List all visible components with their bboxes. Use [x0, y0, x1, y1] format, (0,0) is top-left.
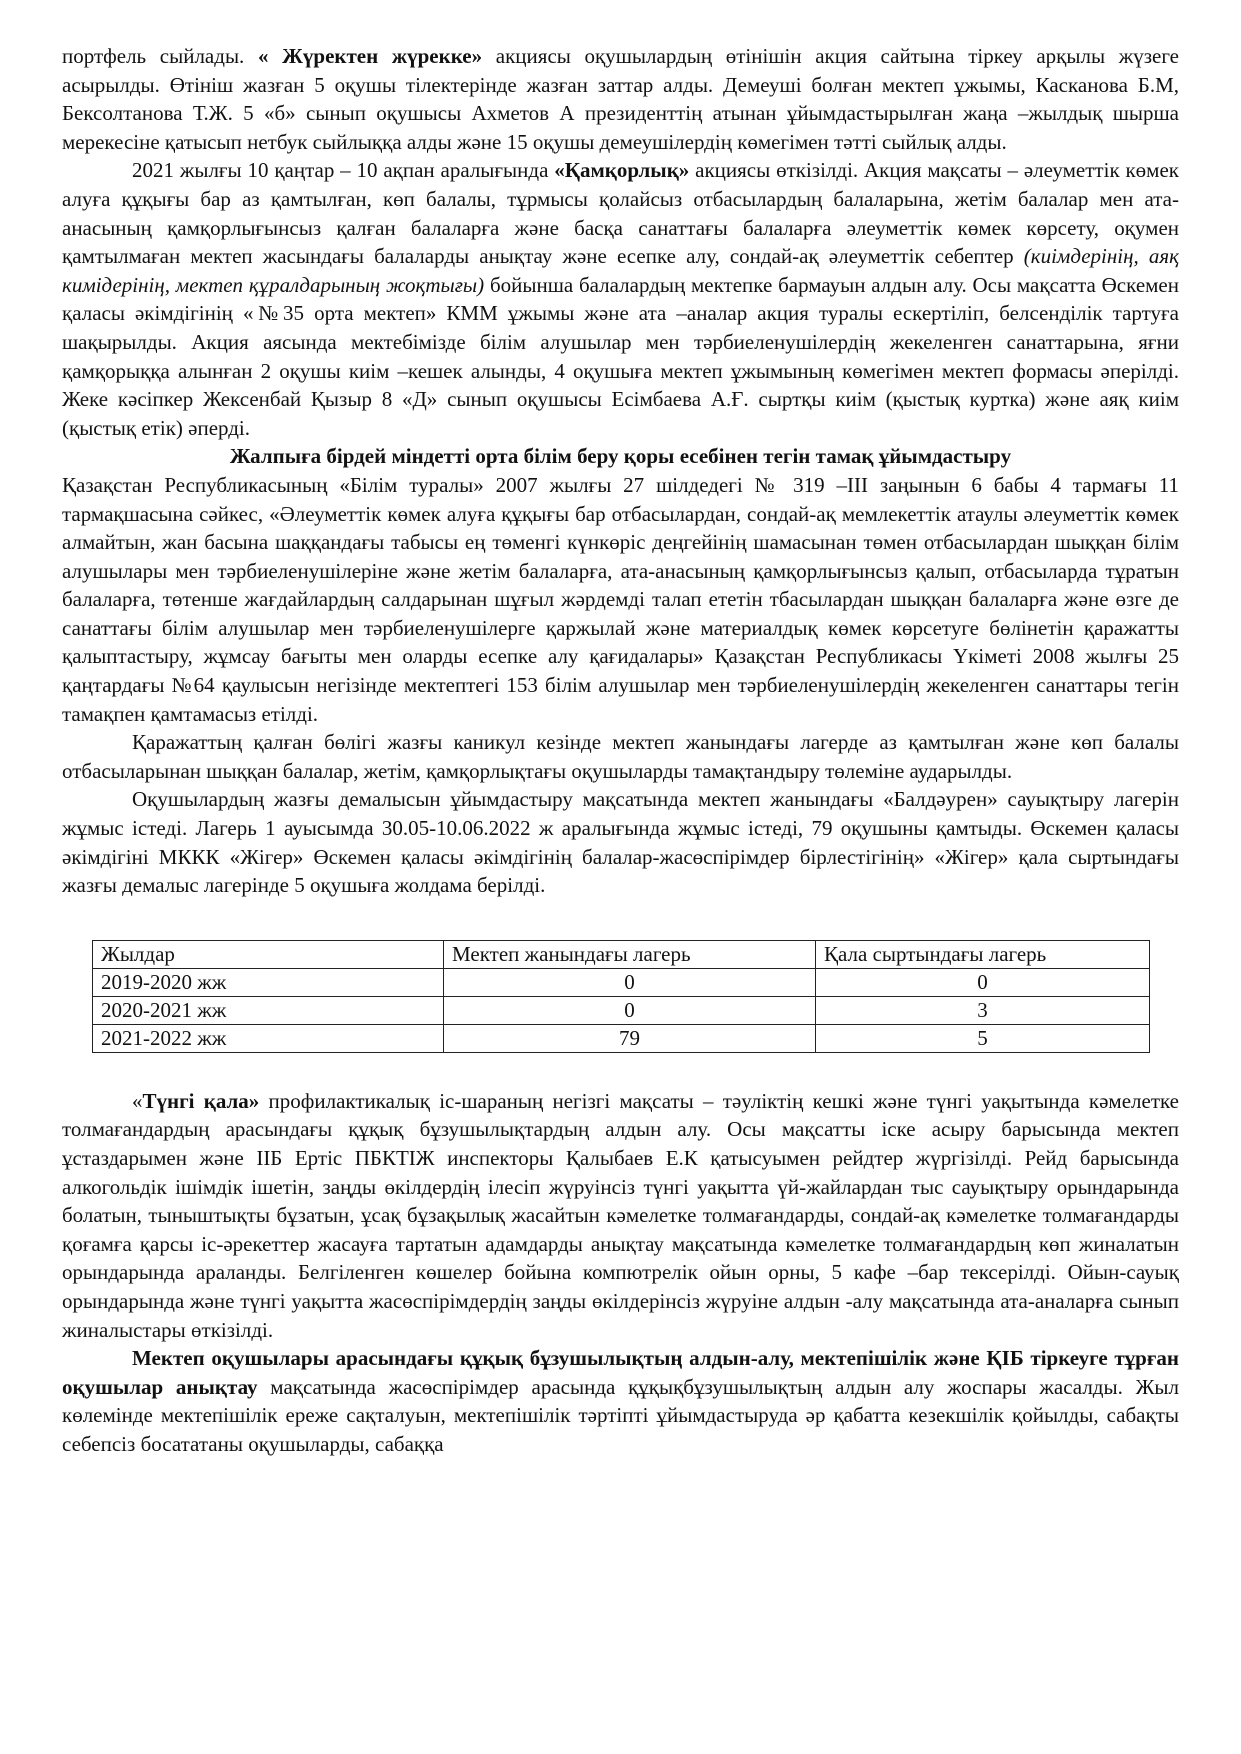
header-outside-camp: Қала сыртындағы лагерь — [816, 940, 1150, 968]
cell-year: 2019-2020 жж — [93, 968, 444, 996]
text-run: бойынша балалардың мектепке бармауын алдын алу. Осы мақсатта Өскемен қаласы әкімдігінің «№35 орта мектеп» КММ ұжымы және ата –аналар акция туралы ескертіліп, белсенділік тартуға шақырылды. Акция аясында мектебімізде білім алушылар мен тәрбиеленушілердің жекеленген санаттарына, яғни қамқорыққа алынған 2 оқушы киім –кешек алынды, 4 оқушыға мектеп ұжымының көмегімен мектеп формасы әперілді. Жеке кәсіпкер Жексенбай Қызыр 8 «Д» сынып оқушысы Есімбаева А.Ғ. сыртқы киім (қыстық куртка) және аяқ киім (қыстық етік) әперді. — [62, 272, 1179, 440]
table-row — [93, 996, 1150, 1024]
cell-year: 2020-2021 жж — [93, 996, 444, 1024]
paragraph-zhurekten — [62, 42, 1179, 156]
camp-table — [92, 940, 1150, 1053]
paragraph-summer-camp: Оқушылардың жазғы демалысын ұйымдастыру мақсатында мектеп жанындағы «Балдәурен» сауықтыру лагерін жұмыс істеді. Лагерь 1 ауысымда 30.05-10.06.2022 ж аралығында жұмыс істеді, 79 оқушыны қамтыды. Өскемен қаласы әкімдігіні МККК «Жігер» Өскемен қаласы әкімдігінің балалар-жасөспірімдер бірлестігінің» «Жігер» қала сыртындағы жазғы демалыс лагерінде 5 оқушыға жолдама берілді. — [62, 787, 1179, 898]
text-run: 2021 жылғы 10 қаңтар – 10 ақпан аралығында — [132, 158, 555, 183]
text-run: портфель сыйлады. — [62, 44, 258, 68]
section-heading-free-meals: Жалпыға бірдей міндетті орта білім беру қоры есебінен тегін тамақ ұйымдастыру — [229, 444, 1012, 469]
cell-year: 2021-2022 жж — [93, 1024, 444, 1052]
cell-school-camp: 0 — [444, 968, 816, 996]
text-run: « — [132, 1088, 143, 1113]
paragraph-remaining-funds: Қаражаттың қалған бөлігі жазғы каникул кезінде мектеп жанындағы лагерде аз қамтылған және көп балалы отбасыларынан шыққан балалар, жетім, қамқорлықтағы оқушыларды тамақтандыру төлеміне аударылды. — [62, 730, 1179, 783]
cell-school-camp: 79 — [444, 1024, 816, 1052]
header-years: Жылдар — [93, 940, 444, 968]
text-run: профилактикалық іс-шараның негізгі мақсаты – тәуліктің кешкі және түнгі уақытында кәмелетке толмағандардың арасындағы құқық бұзушылықтардың алдын алу. Осы мақсатты іске асыру барысында мектеп ұстаздарымен және ІІБ Ертіс ПБКТІЖ инспекторы Қалыбаев Е.К қатысуымен рейдтер жүргізілді. Рейд барысында алкогольдік ішімдік ішетін, заңды өкілдердің ілесіп жүруінсіз түнгі уақытта үй-жайлардан тыс сауықтыру орындарында болатын, тыныштықты бұзатын, ұсақ бұзақылық жасайтын кәмелетке толмағандарды, сондай-ақ кәмелетке толмағандарды қоғамға қарсы іс-әрекеттер жасауға тартатын адамдарды анықтау мақсатында кәмелетке толмағандардың көп жиналатын орындарында араланды. Белгіленген көшелер бойына компютрелік ойын орны, 5 кафе –бар тексерілді. Ойын-сауық орындарында және түнгі уақытта жасөспірімдердің заңды өкілдерінсіз жүруіне алдын -алу мақсатында ата-аналарға сынып жиналыстары өткізілді. — [62, 1088, 1179, 1342]
table-row — [93, 968, 1150, 996]
action-name-kamkorlyk: «Қамқорлық» — [554, 158, 690, 183]
text-run: мақсатында жасөспірімдер арасында құқықбұзушылықтың алдын алу жоспары жасалды. Жыл көлемінде мектепішілік ереже сақталуын, мектепішілік тәртіпті ұйымдастыруда әр қабатта кезекшілік қойылды, сабақты себепсіз босататаны оқушыларды, сабаққа — [62, 1374, 1179, 1456]
paragraph-kamkorlyk — [62, 156, 1179, 442]
cell-outside-camp: 3 — [816, 996, 1150, 1024]
cell-outside-camp: 5 — [816, 1024, 1150, 1052]
text-run: акциясы өткізілді. Акция мақсаты – әлеуметтік көмек алуға құқығы бар аз қамтылған, көп балалы, тұрмысы қолайсыз отбасылардың балаларына, жетім балалар мен ата-анасының қамқорлығынсыз қалған балаларға және басқа санаттағы балаларға әлеуметтік көмек көрсету, оқумен қамтылмаған мектеп жасындағы балаларды анықтау және есепке алу, сондай-ақ әлеуметтік себептер — [62, 158, 1179, 269]
table-header-row — [93, 940, 1150, 968]
cell-school-camp: 0 — [444, 996, 816, 1024]
paragraph-night-city — [62, 1087, 1179, 1344]
italic-note: (киімдерінің, аяқ кимідерінің, мектеп құралдарының жоқтығы) — [62, 244, 1179, 297]
paragraph-crime-prevention — [62, 1344, 1179, 1458]
table-row — [93, 1024, 1150, 1052]
camp-table-wrapper — [92, 940, 1179, 1053]
section-heading-crime-prevention: Мектеп оқушылары арасындағы құқық бұзушылықтың алдын-алу, мектепішілік және ҚІБ тіркеуге тұрған оқушылар анықтау — [62, 1346, 1179, 1399]
text-run: акциясы оқушылардың өтінішін акция сайтына тіркеу арқылы жүзеге асырылды. Өтініш жазған 5 оқушы тілектерінде жазған заттар алды. Демеуші болған мектеп ұжымы, Касканова Б.М, Бексолтанова Т.Ж. 5 «б» сынып оқушысы Ахметов А президенттің атынан ұйымдастырылған жаңа –жылдық шырша мерекесіне қатысып нетбук сыйлыққа алды және 15 оқушы демеушілердің көмегімен тәтті сыйлық алды. — [62, 44, 1180, 154]
cell-outside-camp: 0 — [816, 968, 1150, 996]
header-school-camp: Мектеп жанындағы лагерь — [444, 940, 816, 968]
action-name-night-city: Түнгі қала» — [142, 1088, 260, 1113]
action-name-zhurekten: « Жүректен жүрекке» — [257, 44, 483, 68]
paragraph-law-reference: Қазақстан Республикасының «Білім туралы» 2007 жылғы 27 шілдедегі № 319 –ІІІ заңынын 6 бабы 4 тармағы 11 тармақшасына сәйкес, «Әлеуметтік көмек алуға құқығы бар отбасылардан, сондай-ақ мемлекеттік атаулы әлеуметтік көмек алмайтын, жан басына шаққандағы табысы ең төменгі күнкөріс деңгейінің шамасынан төмен отбасылардан шыққан білім алушылары мен тәрбиеленушілеріне және жетім балаларға, ата-анасының қамқорлығынсыз қалып, отбасыларда тұратын балаларға, төтенше жағдайлардың салдарынан шұғыл жәрдемді талап ететін тбасылардан шыққан балаларға және өзге де санаттағы білім алушылар мен тәрбиеленушілерге қаржылай және материалдық көмек көрсетуге бөлінетін қаражатты қалыптастыру, жұмсау бағыты мен оларды есепке алу қағидалары» Қазақстан Республикасы Үкіметі 2008 жылғы 25 қаңтардағы №64 қаулысын негізінде мектептегі 153 білім алушылар мен тәрбиеленушілердің жекеленген санаттары тегін тамақпен қамтамасыз етілді. — [62, 472, 1179, 726]
